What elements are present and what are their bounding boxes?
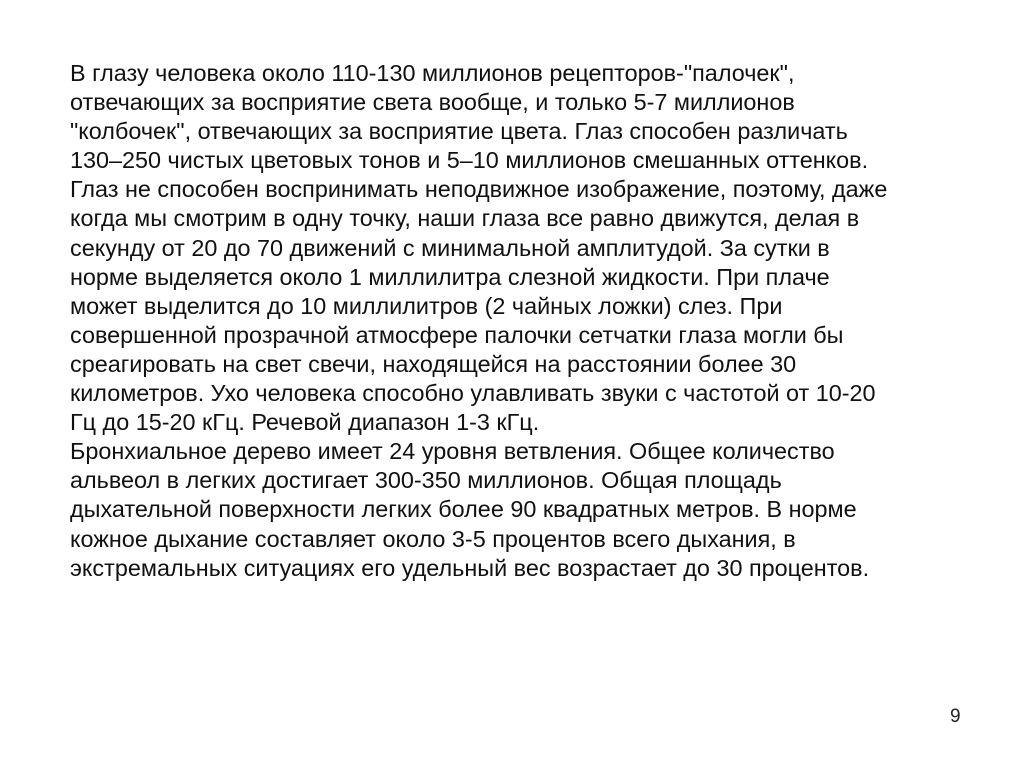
text-line: Гц до 15-20 кГц. Речевой диапазон 1-3 кГц. — [70, 409, 540, 436]
text-line: экстремальных ситуациях его удельный вес возрастает до 30 процентов. — [70, 554, 870, 581]
text-line: "колбочек", отвечающих за восприятие цвета. Глаз способен различать — [70, 118, 848, 145]
text-line: может выделится до 10 миллилитров (2 чайных ложки) слез. При — [70, 292, 783, 319]
text-line: альвеол в легких достигает 300-350 миллионов. Общая площадь — [70, 467, 782, 494]
text-line: дыхательной поверхности легких более 90 квадратных метров. В норме — [70, 496, 857, 523]
text-line: совершенной прозрачной атмосфере палочки сетчатки глаза могли бы — [70, 321, 844, 348]
text-line: 130–250 чистых цветовых тонов и 5–10 миллионов смешанных оттенков. — [70, 147, 869, 174]
text-line: норме выделяется около 1 миллилитра слезной жидкости. При плаче — [70, 263, 830, 290]
text-line: секунду от 20 до 70 движений с минимальной амплитудой. За сутки в — [70, 234, 830, 261]
slide-body-text — [70, 59, 990, 583]
text-line: кожное дыхание составляет около 3-5 процентов всего дыхания, в — [70, 525, 796, 552]
text-line: когда мы смотрим в одну точку, наши глаза все равно движутся, делая в — [70, 205, 860, 232]
text-line: километров. Ухо человека способно улавливать звуки с частотой от 10-20 — [70, 380, 876, 407]
text-line: В глазу человека около 110-130 миллионов рецепторов-"палочек", — [70, 60, 795, 86]
page-number: 9 — [950, 706, 961, 727]
text-line: среагировать на свет свечи, находящейся на расстоянии более 30 — [70, 350, 797, 377]
text-line: Бронхиальное дерево имеет 24 уровня ветвления. Общее количество — [70, 438, 835, 465]
text-line: Глаз не способен воспринимать неподвижное изображение, поэтому, даже — [70, 176, 888, 203]
text-line: отвечающих за восприятие света вообще, и только 5-7 миллионов — [70, 89, 795, 116]
